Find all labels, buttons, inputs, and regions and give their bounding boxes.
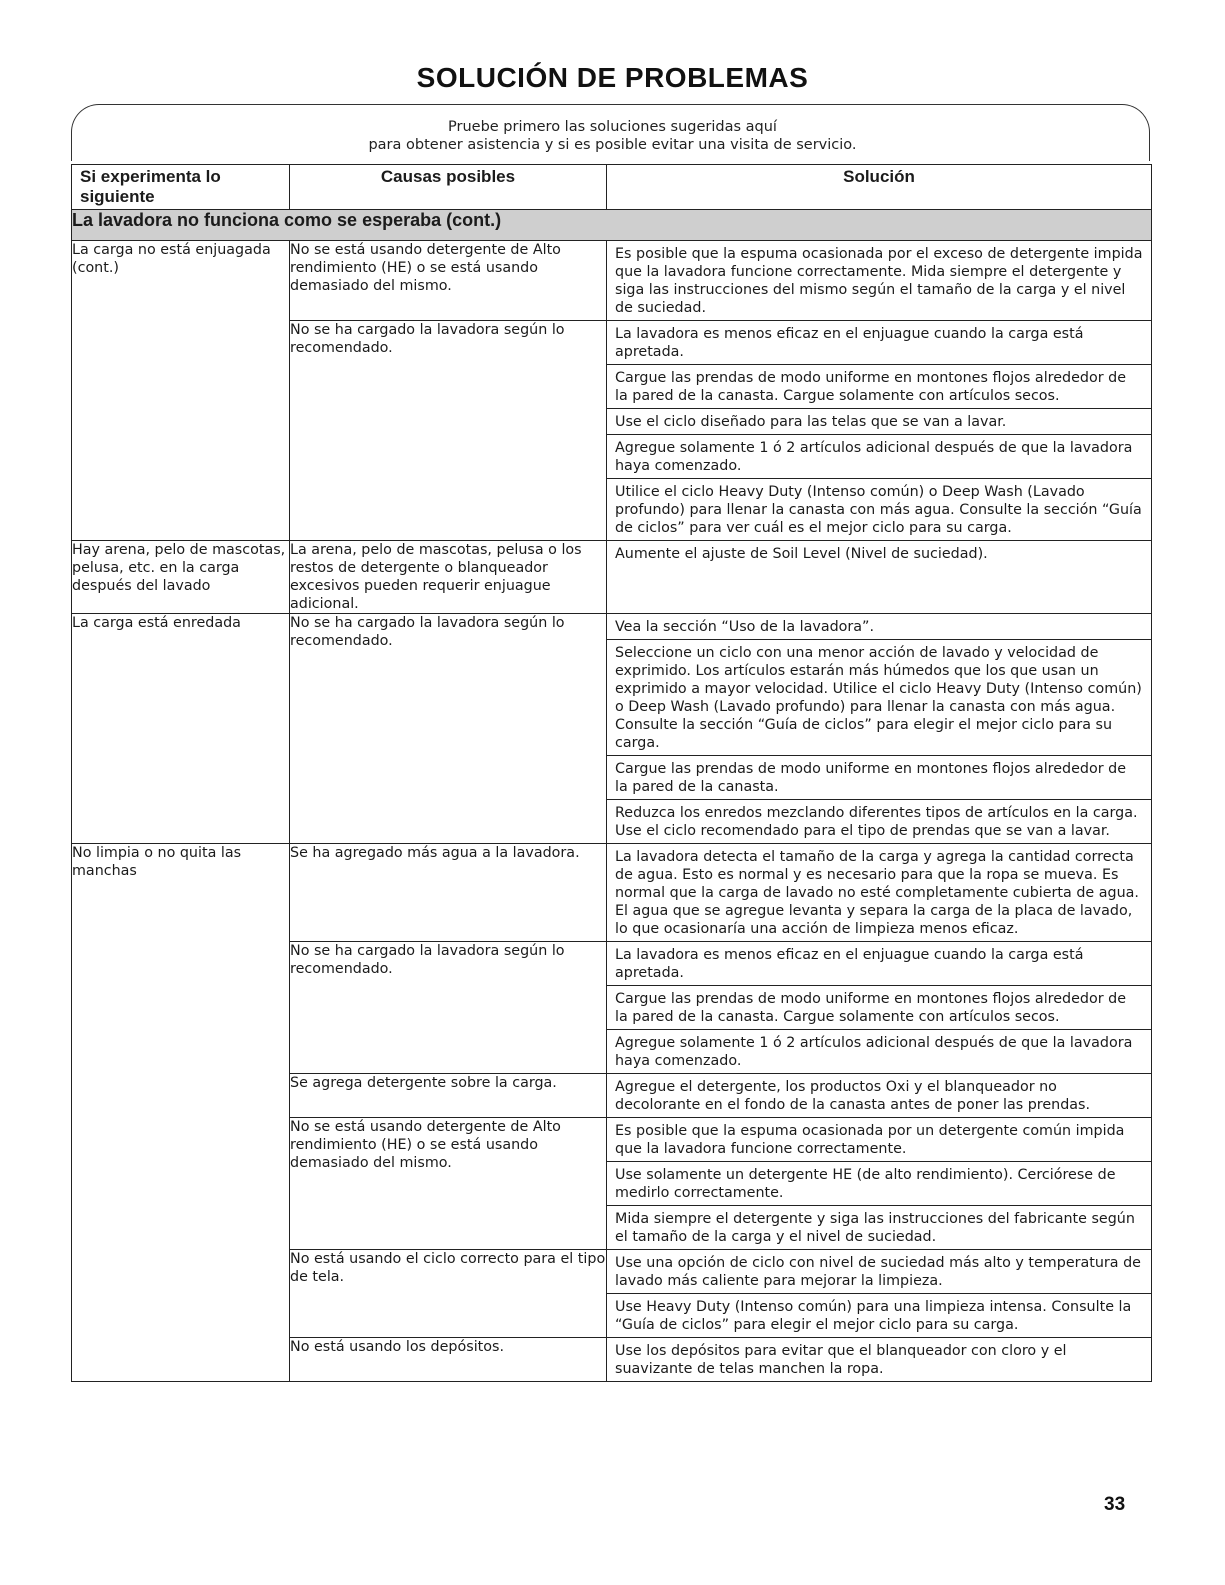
solution-item: Agregue solamente 1 ó 2 artículos adicional después de que la lavadora haya comenzado. <box>607 435 1151 479</box>
symptom-cell: La carga está enredada <box>72 614 290 844</box>
cause-cell: No se ha cargado la lavadora según lo recomendado. <box>290 942 607 1074</box>
solution-item: Seleccione un ciclo con una menor acción de lavado y velocidad de exprimido. Los artículos estarán más húmedos que los que usan un exprimido a mayor velocidad. Utilice el ciclo Heavy Duty (Intenso común) o Deep Wash (Lavado profundo) para llenar la canasta con más agua. Consulte la sección “Guía de ciclos” para elegir el mejor ciclo para su carga. <box>607 640 1151 756</box>
solution-item: Es posible que la espuma ocasionada por el exceso de detergente impida que la lavadora funcione correctamente. Mida siempre el detergente y siga las instrucciones del mismo según el tamaño de la carga y el nivel de suciedad. <box>615 246 1143 316</box>
solution-item: Agregue el detergente, los productos Oxi y el blanqueador no decolorante en el fondo de la canasta antes de poner las prendas. <box>615 1079 1091 1113</box>
troubleshooting-table <box>71 164 1152 1382</box>
solution-cell <box>607 942 1152 1074</box>
solution-cell <box>607 1074 1152 1118</box>
header-solution: Solución <box>607 165 1152 210</box>
page-number: 33 <box>1104 1494 1126 1515</box>
solution-item: La lavadora es menos eficaz en el enjuague cuando la carga está apretada. <box>607 321 1151 365</box>
solution-item: Agregue solamente 1 ó 2 artículos adicional después de que la lavadora haya comenzado. <box>615 1035 1133 1069</box>
solution-cell <box>607 321 1152 541</box>
solution-item: Reduzca los enredos mezclando diferentes tipos de artículos en la carga. Use el ciclo recomendado para el tipo de prendas que se van a lavar. <box>615 805 1138 839</box>
intro-text <box>0 118 1225 154</box>
cause-cell: Se ha agregado más agua a la lavadora. <box>290 844 607 942</box>
solution-cell <box>607 614 1152 844</box>
intro-line-1: Pruebe primero las soluciones sugeridas aquí <box>448 119 777 135</box>
table-row <box>72 541 1152 614</box>
table-row <box>72 241 1152 321</box>
intro-line-2: para obtener asistencia y si es posible evitar una visita de servicio. <box>368 137 857 153</box>
header-causes: Causas posibles <box>290 165 607 210</box>
table-row <box>72 614 1152 844</box>
solution-item: Cargue las prendas de modo uniforme en montones flojos alrededor de la pared de la canasta. <box>607 756 1151 800</box>
solution-item: La lavadora es menos eficaz en el enjuague cuando la carga está apretada. <box>607 942 1151 986</box>
solution-cell <box>607 541 1152 614</box>
symptom-cell: La carga no está enjuagada (cont.) <box>72 241 290 541</box>
solution-cell <box>607 844 1152 942</box>
section-heading: La lavadora no funciona como se esperaba (cont.) <box>72 210 1152 241</box>
cause-cell: La arena, pelo de mascotas, pelusa o los restos de detergente o blanqueador excesivos pueden requerir enjuague adicional. <box>290 541 607 614</box>
solution-cell <box>607 241 1152 321</box>
page-title: SOLUCIÓN DE PROBLEMAS <box>416 62 809 93</box>
cause-cell: No está usando el ciclo correcto para el tipo de tela. <box>290 1250 607 1338</box>
cause-cell: Se agrega detergente sobre la carga. <box>290 1074 607 1118</box>
solution-item: Use el ciclo diseñado para las telas que se van a lavar. <box>607 409 1151 435</box>
cause-cell: No se ha cargado la lavadora según lo recomendado. <box>290 321 607 541</box>
solution-item: Use solamente un detergente HE (de alto rendimiento). Cerciórese de medirlo correctamente. <box>607 1162 1151 1206</box>
solution-item: Use los depósitos para evitar que el blanqueador con cloro y el suavizante de telas manchen la ropa. <box>615 1343 1067 1377</box>
solution-item: Mida siempre el detergente y siga las instrucciones del fabricante según el tamaño de la carga y el nivel de suciedad. <box>615 1211 1135 1245</box>
table-header-row <box>72 165 1152 210</box>
solution-cell <box>607 1118 1152 1250</box>
solution-cell <box>607 1338 1152 1382</box>
symptom-cell: No limpia o no quita las manchas <box>72 844 290 1382</box>
solution-item: Cargue las prendas de modo uniforme en montones flojos alrededor de la pared de la canasta. Cargue solamente con artículos secos. <box>607 986 1151 1030</box>
cause-cell: No se ha cargado la lavadora según lo recomendado. <box>290 614 607 844</box>
solution-item: Es posible que la espuma ocasionada por un detergente común impida que la lavadora funcione correctamente. <box>607 1118 1151 1162</box>
header-symptom: Si experimenta lo siguiente <box>72 165 290 210</box>
solution-item: Utilice el ciclo Heavy Duty (Intenso común) o Deep Wash (Lavado profundo) para llenar la canasta con más agua. Consulte la sección “Guía de ciclos” para ver cuál es el mejor ciclo para su carga. <box>615 484 1142 536</box>
symptom-cell: Hay arena, pelo de mascotas, pelusa, etc. en la carga después del lavado <box>72 541 290 614</box>
solution-item: Cargue las prendas de modo uniforme en montones flojos alrededor de la pared de la canasta. Cargue solamente con artículos secos. <box>607 365 1151 409</box>
solution-item: Vea la sección “Uso de la lavadora”. <box>607 614 1151 640</box>
solution-cell <box>607 1250 1152 1338</box>
cause-cell: No está usando los depósitos. <box>290 1338 607 1382</box>
cause-cell: No se está usando detergente de Alto rendimiento (HE) o se está usando demasiado del mismo. <box>290 1118 607 1250</box>
table-row <box>72 844 1152 942</box>
solution-item: Use una opción de ciclo con nivel de suciedad más alto y temperatura de lavado más caliente para mejorar la limpieza. <box>607 1250 1151 1294</box>
solution-item: La lavadora detecta el tamaño de la carga y agrega la cantidad correcta de agua. Esto es normal y es necesario para que la ropa se mueva. Es normal que la carga de lavado no esté completamente cubierta de agua. El agua que se agregue levanta y separa la carga de la placa de lavado, lo que ocasionaría una acción de limpieza menos eficaz. <box>615 849 1139 937</box>
cause-cell: No se está usando detergente de Alto rendimiento (HE) o se está usando demasiado del mismo. <box>290 241 607 321</box>
section-row <box>72 210 1152 241</box>
solution-item: Aumente el ajuste de Soil Level (Nivel de suciedad). <box>615 546 988 562</box>
solution-item: Use Heavy Duty (Intenso común) para una limpieza intensa. Consulte la “Guía de ciclos” para elegir el mejor ciclo para su carga. <box>615 1299 1132 1333</box>
